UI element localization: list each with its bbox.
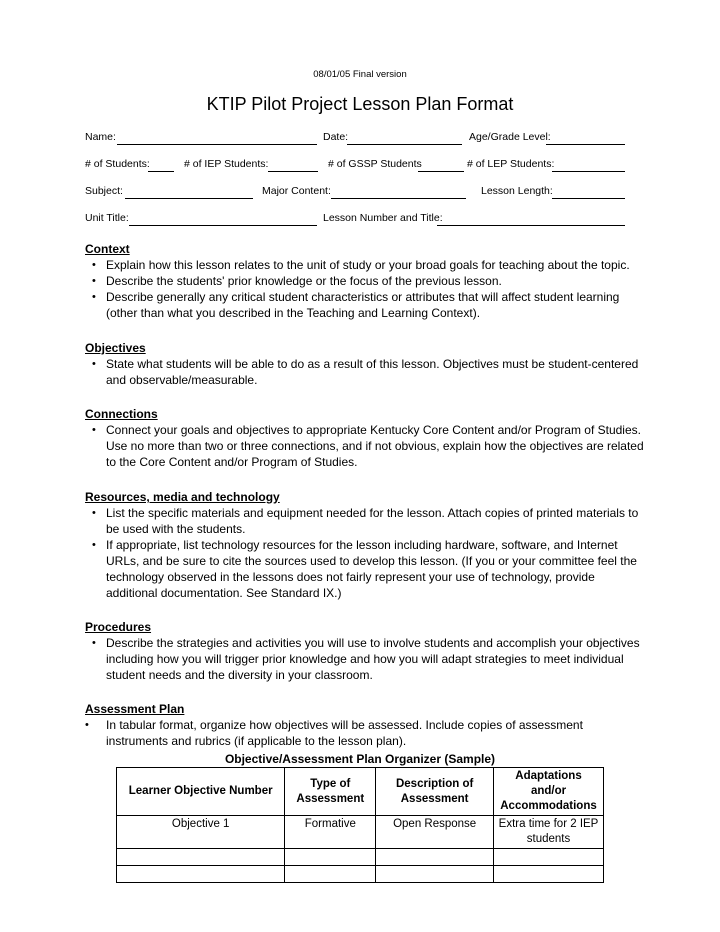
num-students-blank[interactable] (148, 171, 174, 172)
bullet-icon: • (92, 358, 96, 370)
date-blank[interactable] (347, 144, 462, 145)
bullet-icon: • (92, 424, 96, 436)
field-row-4 (85, 212, 630, 228)
bullet-icon: • (92, 291, 96, 303)
page-title: KTIP Pilot Project Lesson Plan Format (206, 94, 514, 114)
date-label: Date: (323, 131, 349, 143)
table-row (117, 849, 604, 866)
bullet-icon: • (92, 275, 96, 287)
table-cell[interactable]: Objective 1 (117, 816, 285, 849)
table-cell[interactable] (285, 849, 376, 866)
lesson-length-blank[interactable] (552, 198, 625, 199)
list-item: • In tabular format, organize how objectives will be assessed. Include copies of assessment instruments and rubrics (if applicable to the lesson plan). (85, 718, 583, 748)
major-content-blank[interactable] (331, 198, 466, 199)
procedures-heading: Procedures (85, 620, 152, 634)
connections-section (85, 406, 645, 470)
context-section (85, 241, 645, 321)
bullet-icon: • (92, 637, 96, 649)
lep-label: # of LEP Students: (467, 158, 555, 170)
assessment-list (85, 717, 645, 749)
table-cell[interactable] (117, 866, 285, 883)
gssp-blank[interactable] (418, 171, 464, 172)
assessment-heading: Assessment Plan (85, 702, 185, 716)
lesson-number-label: Lesson Number and Title: (323, 212, 443, 224)
lesson-length-label: Lesson Length: (481, 185, 553, 197)
table-cell[interactable] (285, 866, 376, 883)
objectives-section (85, 340, 645, 388)
subject-blank[interactable] (125, 198, 253, 199)
table-cell[interactable] (494, 866, 604, 883)
field-row-2 (85, 158, 630, 174)
assessment-section (85, 701, 645, 749)
resources-section (85, 489, 645, 601)
table-cell[interactable]: Extra time for 2 IEP students (494, 816, 604, 849)
unit-title-blank[interactable] (129, 225, 317, 226)
subject-label: Subject: (85, 185, 123, 197)
connections-heading: Connections (85, 407, 158, 421)
field-row-1 (85, 131, 630, 147)
list-item: • List the specific materials and equipment needed for the lesson. Attach copies of printed materials to be used with the students. (92, 506, 639, 536)
num-students-label: # of Students: (85, 158, 150, 170)
procedures-list (85, 635, 645, 683)
column-header: Type of Assessment (285, 768, 376, 816)
list-item: • Explain how this lesson relates to the unit of study or your broad goals for teaching about the topic. (92, 258, 630, 272)
objectives-heading: Objectives (85, 341, 146, 355)
bullet-icon: • (92, 259, 96, 271)
table-row (117, 816, 604, 849)
bullet-icon: • (92, 539, 96, 551)
field-row-3 (85, 185, 630, 201)
version-note: 08/01/05 Final version (313, 69, 407, 80)
resources-heading: Resources, media and technology (85, 490, 280, 504)
connections-list (85, 422, 645, 470)
gssp-label: # of GSSP Students (328, 158, 422, 170)
table-cell[interactable] (376, 866, 494, 883)
age-grade-blank[interactable] (546, 144, 625, 145)
list-item: • If appropriate, list technology resources for the lesson including hardware, software, and Internet URLs, and be sure to cite the sources used to develop this lesson. (If you or your committee feel the technology observed in the lessons does not fairly represent your use of technology, provide additional documentation. See Standard IX.) (92, 538, 637, 600)
list-item: • State what students will be able to do as a result of this lesson. Objectives must be student-centered and observable/measurable. (92, 357, 639, 387)
list-item: • Describe the students' prior knowledge or the focus of the previous lesson. (92, 274, 502, 288)
list-item: • Describe generally any critical student characteristics or attributes that will affect student learning (other than what you described in the Teaching and Learning Context). (92, 290, 620, 320)
table-row (117, 866, 604, 883)
lesson-number-blank[interactable] (437, 225, 625, 226)
name-blank[interactable] (117, 144, 317, 145)
unit-title-label: Unit Title: (85, 212, 129, 224)
age-grade-label: Age/Grade Level: (469, 131, 551, 143)
table-cell[interactable] (117, 849, 285, 866)
iep-blank[interactable] (268, 171, 318, 172)
table-cell[interactable] (494, 849, 604, 866)
iep-label: # of IEP Students: (184, 158, 269, 170)
table-cell[interactable]: Formative (285, 816, 376, 849)
table-header-row (117, 768, 604, 816)
list-item: • Describe the strategies and activities you will use to involve students and accomplish your objectives including how you will trigger prior knowledge and how you will adapt strategies to meet individual student needs and the diversity in your classroom. (92, 636, 640, 682)
context-list (85, 257, 645, 321)
lep-blank[interactable] (552, 171, 625, 172)
name-label: Name: (85, 131, 116, 143)
organizer-table (116, 767, 604, 883)
column-header: Adaptations and/or Accommodations (494, 768, 604, 816)
column-header: Learner Objective Number (117, 768, 285, 816)
major-content-label: Major Content: (262, 185, 331, 197)
procedures-section (85, 619, 645, 683)
objectives-list (85, 356, 645, 388)
table-cell[interactable]: Open Response (376, 816, 494, 849)
table-cell[interactable] (376, 849, 494, 866)
organizer-title: Objective/Assessment Plan Organizer (Sample) (224, 752, 496, 766)
context-heading: Context (85, 242, 130, 256)
column-header: Description of Assessment (376, 768, 494, 816)
bullet-icon: • (92, 507, 96, 519)
list-item: • Connect your goals and objectives to appropriate Kentucky Core Content and/or Program of Studies. Use no more than two or three connections, and if not obvious, explain how the objectives are related to the Core Content and/or Program of Studies. (92, 423, 644, 469)
bullet-icon: • (85, 719, 89, 731)
resources-list (85, 505, 645, 601)
